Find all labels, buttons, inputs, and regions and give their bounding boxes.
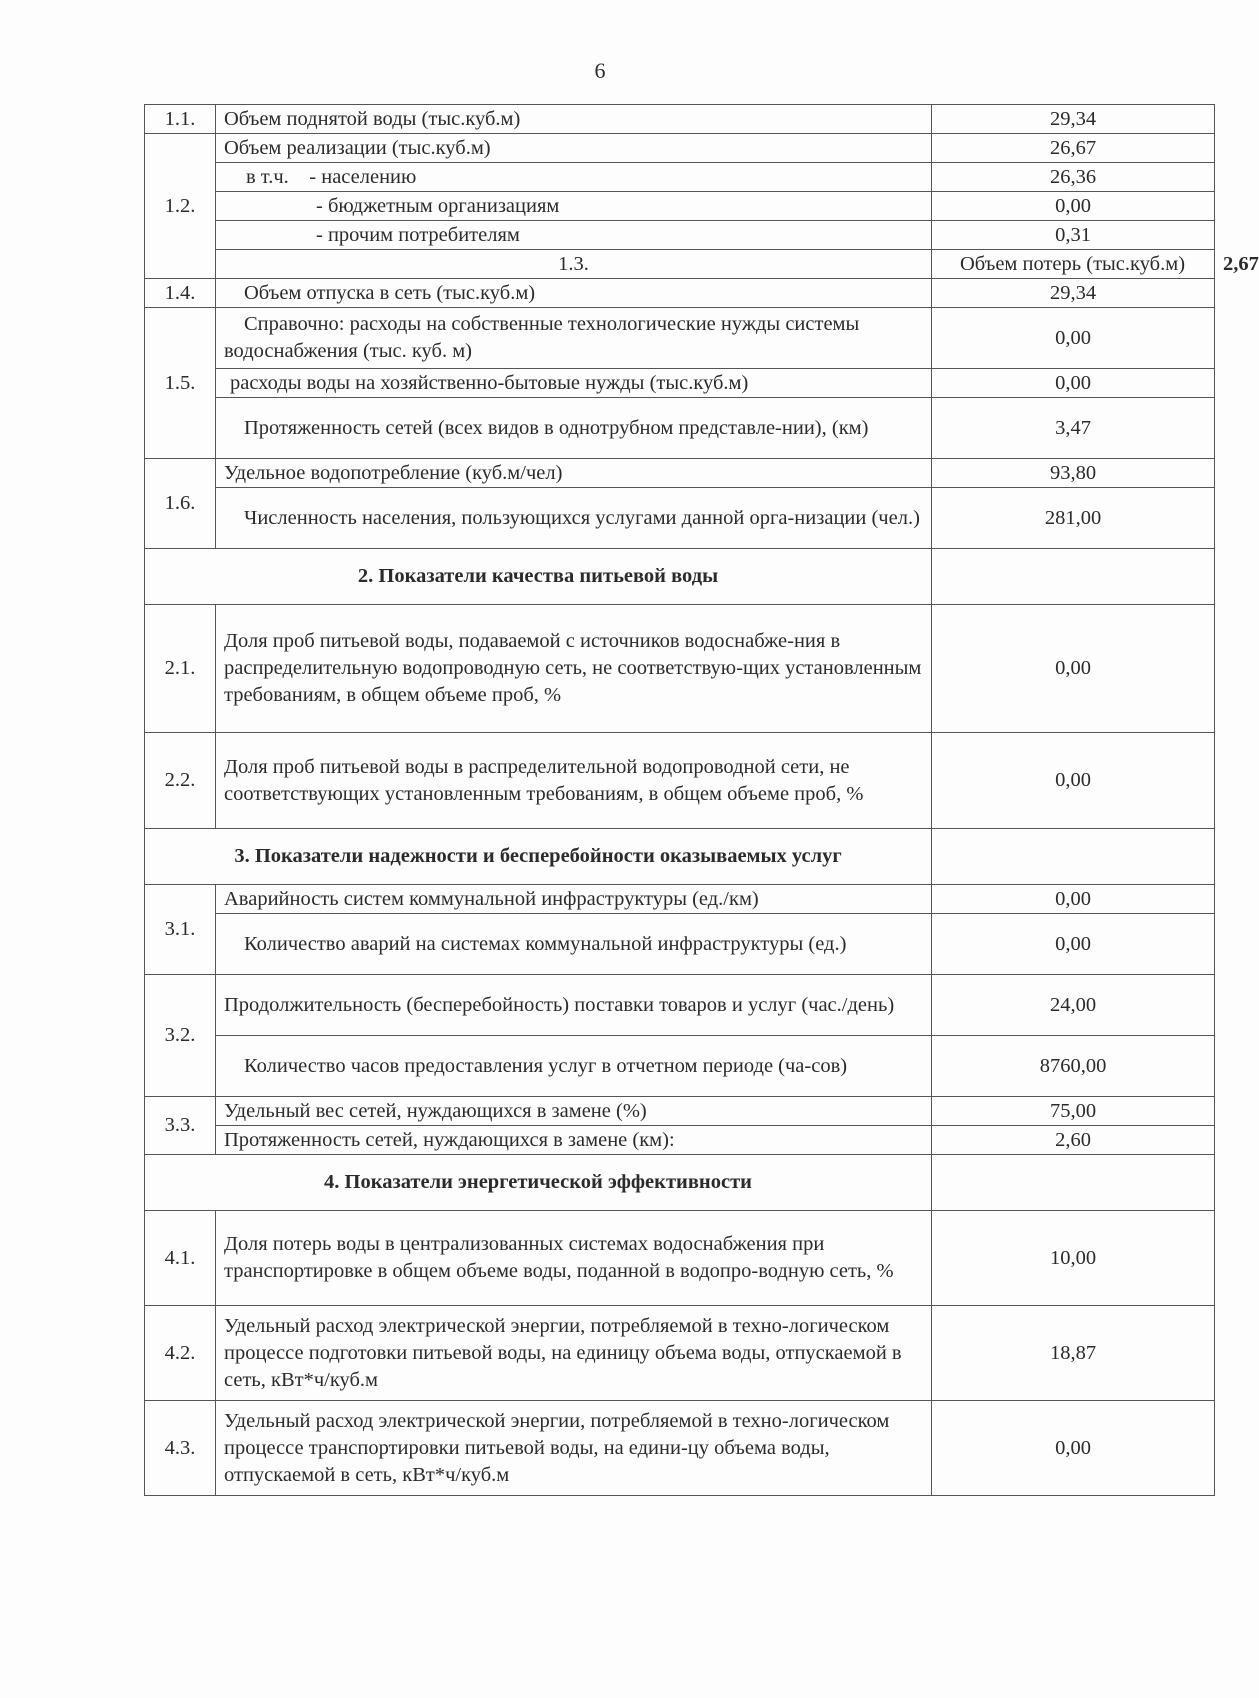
row-name: - прочим потребителям (216, 221, 932, 250)
row-value: 24,00 (932, 975, 1215, 1036)
row-value: 0,00 (932, 605, 1215, 733)
row-value: 10,00 (932, 1211, 1215, 1306)
row-number: 4.3. (145, 1401, 216, 1496)
row-name: Удельный вес сетей, нуждающихся в замене (%) (216, 1097, 932, 1126)
row-name: Объем потерь (тыс.куб.м) (932, 250, 1215, 279)
row-name: Аварийность систем коммунальной инфраструктуры (ед./км) (216, 885, 932, 914)
row-value: 281,00 (932, 488, 1215, 549)
empty-cell (932, 549, 1215, 605)
page-number: 6 (594, 58, 606, 83)
row-value: 75,00 (932, 1097, 1215, 1126)
table-row (145, 1211, 1215, 1306)
row-value: 29,34 (932, 279, 1215, 308)
row-value: 26,67 (932, 134, 1215, 163)
row-name: Численность населения, пользующихся услугами данной орга-низации (чел.) (216, 488, 932, 549)
table-row (145, 605, 1215, 733)
row-number: 4.1. (145, 1211, 216, 1306)
table-row (145, 105, 1215, 134)
table-row (145, 459, 1215, 488)
section-header-row (145, 1155, 1215, 1211)
row-number: 1.6. (145, 459, 216, 549)
table-row (145, 192, 1215, 221)
table-row (145, 885, 1215, 914)
table-row (145, 914, 1215, 975)
row-value: 0,31 (932, 221, 1215, 250)
row-value: 26,36 (932, 163, 1215, 192)
row-value: 0,00 (932, 308, 1215, 369)
table-row (145, 1126, 1215, 1155)
row-name: Удельный расход электрической энергии, потребляемой в техно-логическом процессе подготовки питьевой воды, на единицу объема воды, отпускаемой в сеть, кВт*ч/куб.м (216, 1306, 932, 1401)
table-row: 1.3. Объем потерь (тыс.куб.м) 2,67 (145, 250, 1215, 279)
indicators-table (144, 104, 1259, 1496)
empty-cell (932, 829, 1215, 885)
row-number: 3.2. (145, 975, 216, 1097)
row-value: 0,00 (932, 369, 1215, 398)
table-row (145, 1306, 1215, 1401)
table-row (145, 1036, 1215, 1097)
row-value: 0,00 (932, 733, 1215, 829)
row-number: 2.2. (145, 733, 216, 829)
row-name: Удельное водопотребление (куб.м/чел) (216, 459, 932, 488)
table-row (145, 1097, 1215, 1126)
section-title: 2. Показатели качества питьевой воды (145, 549, 932, 605)
row-number: 1.5. (145, 308, 216, 459)
row-name: Справочно: расходы на собственные технологические нужды системы водоснабжения (тыс. куб. м) (216, 308, 932, 369)
row-number: 4.2. (145, 1306, 216, 1401)
section-header-row (145, 829, 1215, 885)
section-header-row (145, 549, 1215, 605)
row-value: 0,00 (932, 914, 1215, 975)
table-row (145, 369, 1215, 398)
table-row (145, 279, 1215, 308)
row-number: 1.4. (145, 279, 216, 308)
row-value: 3,47 (932, 398, 1215, 459)
row-number: 3.3. (145, 1097, 216, 1155)
table-row (145, 221, 1215, 250)
row-value: 29,34 (932, 105, 1215, 134)
row-name: Объем реализации (тыс.куб.м) (216, 134, 932, 163)
row-name: Доля проб питьевой воды в распределительной водопроводной сети, не соответствующих установленным требованиям, в общем объеме проб, % (216, 733, 932, 829)
section-title: 3. Показатели надежности и бесперебойности оказываемых услуг (145, 829, 932, 885)
row-number: 1.1. (145, 105, 216, 134)
row-name: Доля потерь воды в централизованных системах водоснабжения при транспортировке в общем объеме воды, поданной в водопро-водную сеть, % (216, 1211, 932, 1306)
row-number: 1.3. (216, 250, 932, 279)
row-name: Протяженность сетей (всех видов в однотрубном представле-нии), (км) (216, 398, 932, 459)
row-name: в т.ч. - населению (216, 163, 932, 192)
row-value: 18,87 (932, 1306, 1215, 1401)
row-value: 8760,00 (932, 1036, 1215, 1097)
row-name: Протяженность сетей, нуждающихся в замене (км): (216, 1126, 932, 1155)
row-number: 2.1. (145, 605, 216, 733)
section-title: 4. Показатели энергетической эффективности (145, 1155, 932, 1211)
row-name: Удельный расход электрической энергии, потребляемой в техно-логическом процессе транспортировки питьевой воды, на едини-цу объема воды, отпускаемой в сеть, кВт*ч/куб.м (216, 1401, 932, 1496)
row-name: Объем отпуска в сеть (тыс.куб.м) (216, 279, 932, 308)
row-name: расходы воды на хозяйственно-бытовые нужды (тыс.куб.м) (216, 369, 932, 398)
row-name: - бюджетным организациям (216, 192, 932, 221)
row-number: 3.1. (145, 885, 216, 975)
table-row (145, 163, 1215, 192)
table-row (145, 308, 1215, 369)
row-name: Количество часов предоставления услуг в отчетном периоде (ча-сов) (216, 1036, 932, 1097)
row-value: 2,60 (932, 1126, 1215, 1155)
row-value: 0,00 (932, 1401, 1215, 1496)
row-value: 0,00 (932, 192, 1215, 221)
row-name: Продолжительность (бесперебойность) поставки товаров и услуг (час./день) (216, 975, 932, 1036)
row-name: Объем поднятой воды (тыс.куб.м) (216, 105, 932, 134)
table-row (145, 733, 1215, 829)
row-name: Количество аварий на системах коммунальной инфраструктуры (ед.) (216, 914, 932, 975)
table-row (145, 398, 1215, 459)
row-value: 0,00 (932, 885, 1215, 914)
table-row (145, 488, 1215, 549)
table-row (145, 134, 1215, 163)
row-value: 93,80 (932, 459, 1215, 488)
table-row (145, 1401, 1215, 1496)
empty-cell (932, 1155, 1215, 1211)
row-number: 1.2. (145, 134, 216, 279)
row-name: Доля проб питьевой воды, подаваемой с источников водоснабже-ния в распределительную водопроводную сеть, не соответствую-щих установленным требованиям, в общем объеме проб, % (216, 605, 932, 733)
table-row (145, 975, 1215, 1036)
